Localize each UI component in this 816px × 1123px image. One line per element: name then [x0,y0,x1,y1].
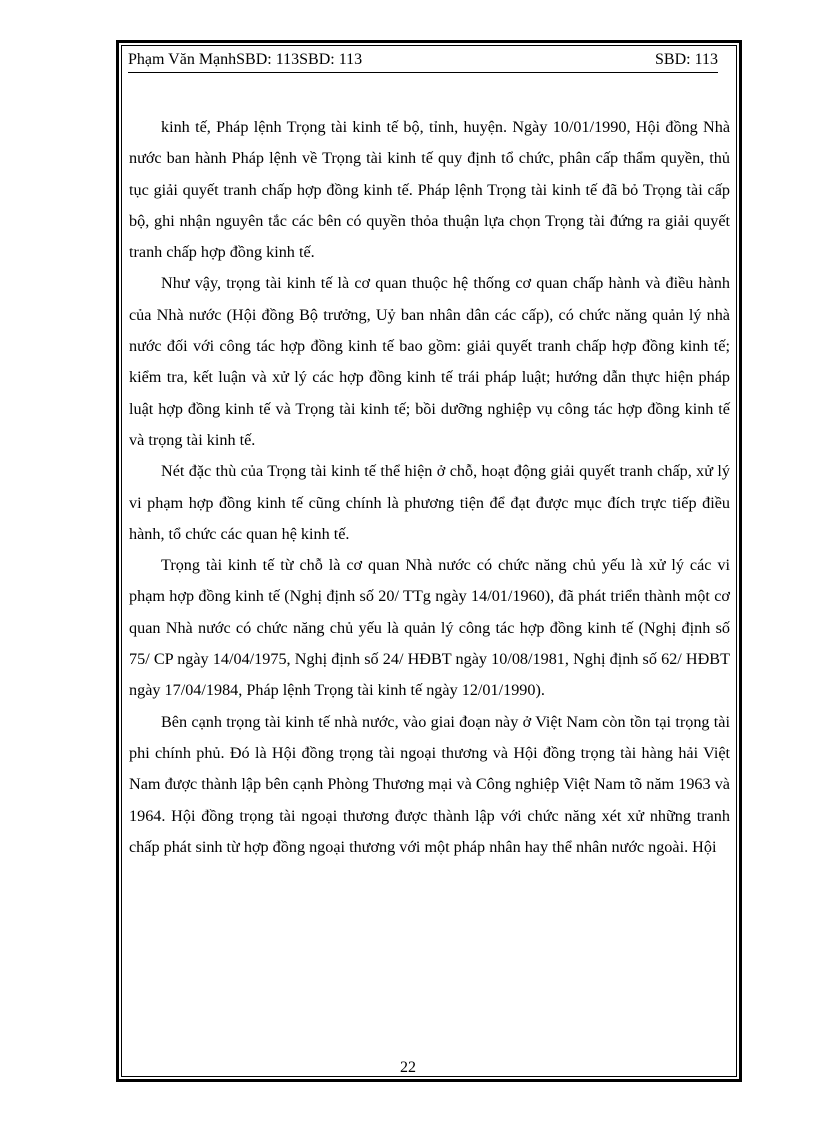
document-body [129,112,730,863]
paragraph: Bên cạnh trọng tài kinh tế nhà nước, vào giai đoạn này ở Việt Nam còn tồn tại trọng tài phi chính phủ. Đó là Hội đồng trọng tài ngoại thương và Hội đồng trọng tài hàng hải Việt Nam được thành lập bên cạnh Phòng Thương mại và Công nghiệp Việt Nam tõ năm 1963 và 1964. Hội đồng trọng tài ngoại thương được thành lập với chức năng xét xử những tranh chấp phát sinh từ hợp đồng ngoại thương với một pháp nhân hay thể nhân nước ngoài. Hội [129,712,730,856]
footer-rule [128,1076,730,1077]
paragraph: Như vậy, trọng tài kinh tế là cơ quan thuộc hệ thống cơ quan chấp hành và điều hành của Nhà nước (Hội đồng Bộ trưởng, Uỷ ban nhân dân các cấp), có chức năng quản lý nhà nước đối với công tác hợp đồng kinh tế bao gồm: giải quyết tranh chấp hợp đồng kinh tế; kiểm tra, kết luận và xử lý các hợp đồng kinh tế trái pháp luật; hướng dẫn thực hiện pháp luật hợp đồng kinh tế và Trọng tài kinh tế; bồi dưỡng nghiệp vụ công tác hợp đồng kinh tế và trọng tài kinh tế. [129,274,730,449]
paragraph: kinh tế, Pháp lệnh Trọng tài kinh tế bộ, tỉnh, huyện. Ngày 10/01/1990, Hội đồng Nhà nước ban hành Pháp lệnh về Trọng tài kinh tế quy định tổ chức, phân cấp thẩm quyền, thủ tục giải quyết tranh chấp hợp đồng kinh tế. Pháp lệnh Trọng tài kinh tế đã bỏ Trọng tài cấp bộ, ghi nhận nguyên tắc các bên có quyền thỏa thuận lựa chọn Trọng tài đứng ra giải quyết tranh chấp hợp đồng kinh tế. [129,118,730,262]
paragraph: Nét đặc thù của Trọng tài kinh tế thể hiện ở chỗ, hoạt động giải quyết tranh chấp, xử lý vi phạm hợp đồng kinh tế cũng chính là phương tiện để đạt được mục đích trực tiếp điều hành, tổ chức các quan hệ kinh tế. [129,462,730,543]
header-rule [128,72,718,73]
page-number: 22 [400,1059,416,1076]
header-author: Phạm Văn MạnhSBD: 113SBD: 113 [128,51,363,68]
header-candidate-number: SBD: 113 [655,51,718,68]
page-header [128,50,730,72]
paragraph: Trọng tài kinh tế từ chỗ là cơ quan Nhà nước có chức năng chủ yếu là xử lý các vi phạm hợp đồng kinh tế (Nghị định số 20/ TTg ngày 14/01/1960), đã phát triển thành một cơ quan Nhà nước có chức năng chủ yếu là quản lý công tác hợp đồng kinh tế (Nghị định số 75/ CP ngày 14/04/1975, Nghị định số 24/ HĐBT ngày 10/08/1981, Nghị định số 62/ HĐBT ngày 17/04/1984, Pháp lệnh Trọng tài kinh tế ngày 12/01/1990). [129,556,730,700]
